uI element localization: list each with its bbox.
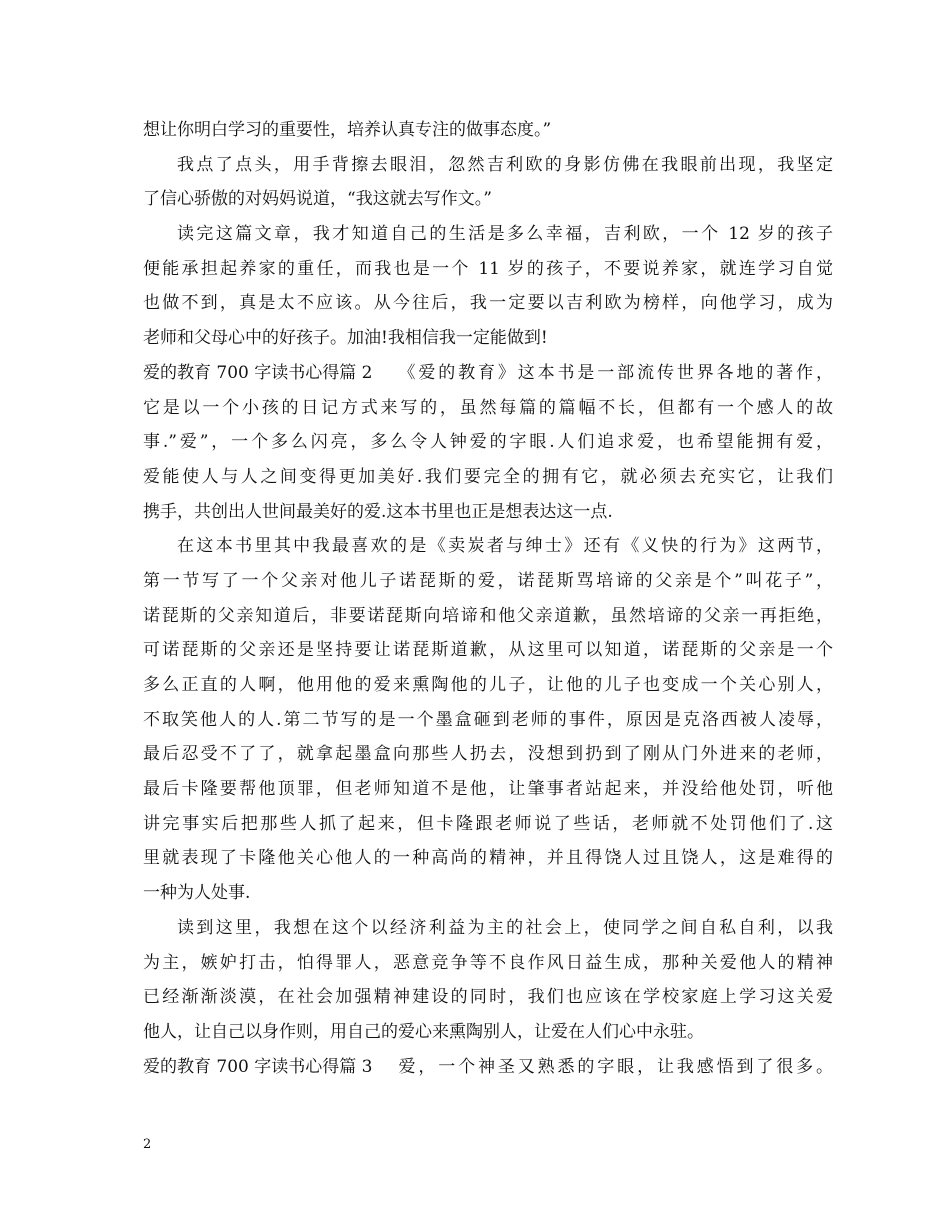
text-line: 不取笑他人的人.第二节写的是一个墨盒砸到老师的事件，原因是克洛西被人凌辱， bbox=[143, 709, 833, 730]
text-line: 也做不到，真是太不应该。从今往后，我一定要以吉利欧为榜样，向他学习，成为 bbox=[143, 293, 833, 314]
text-line: 《爱的教育》这本书是一部流传世界各地的著作， bbox=[398, 362, 833, 383]
text-line: 便能承担起养家的重任，而我也是一个 11 岁的孩子，不要说养家，就连学习自觉 bbox=[143, 258, 833, 279]
text-line: 最后忍受不了了，就拿起墨盒向那些人扔去，没想到扔到了刚从门外进来的老师， bbox=[143, 744, 833, 765]
text-line: 爱能使人与人之间变得更加美好.我们要完全的拥有它，就必须去充实它，让我们 bbox=[143, 466, 833, 487]
text-line: 诺琵斯的父亲知道后，非要诺琵斯向培谛和他父亲道歉，虽然培谛的父亲一再拒绝， bbox=[143, 605, 833, 626]
text-line: 可诺琵斯的父亲还是坚持要让诺琵斯道歉，从这里可以知道，诺琵斯的父亲是一个 bbox=[143, 640, 833, 661]
text-line: 他人，让自己以身作则，用自己的爱心来熏陶别人，让爱在人们心中永驻。 bbox=[143, 1021, 704, 1042]
text-line: 了信心骄傲的对妈妈说道，“我这就去写作文。” bbox=[143, 189, 492, 210]
text-line: 在这本书里其中我最喜欢的是《卖炭者与绅士》还有《义快的行为》这两节， bbox=[177, 536, 833, 557]
section-heading: 爱的教育 700 字读书心得篇 3 bbox=[143, 1056, 373, 1077]
section-heading-line bbox=[143, 1050, 833, 1085]
section-heading: 爱的教育 700 字读书心得篇 2 bbox=[143, 362, 373, 383]
text-line: 为主，嫉妒打击，怕得罪人，恶意竞争等不良作风日益生成，那种关爱他人的精神 bbox=[143, 952, 833, 973]
text-line: 里就表现了卡隆他关心他人的一种高尚的精神，并且得饶人过且饶人，这是难得的 bbox=[143, 848, 833, 869]
text-line: 读到这里，我想在这个以经济利益为主的社会上，使同学之间自私自利，以我 bbox=[177, 917, 833, 938]
text-line: 第一节写了一个父亲对他儿子诺琵斯的爱，诺琵斯骂培谛的父亲是个”叫花子”， bbox=[143, 570, 833, 591]
text-line: 我点了点头，用手背擦去眼泪，忽然吉利欧的身影仿佛在我眼前出现，我坚定 bbox=[177, 154, 833, 175]
text-line: 携手，共创出人世间最美好的爱.这本书里也正是想表达这一点. bbox=[143, 501, 613, 522]
text-line: 讲完事实后把那些人抓了起来，但卡隆跟老师说了些话，老师就不处罚他们了.这 bbox=[143, 813, 833, 834]
text-line: 老师和父母心中的好孩子。加油!我相信我一定能做到! bbox=[143, 328, 548, 349]
text-line: 最后卡隆要帮他顶罪，但老师知道不是他，让肇事者站起来，并没给他处罚，听他 bbox=[143, 779, 833, 800]
text-line: 爱，一个神圣又熟悉的字眼，让我感悟到了很多。 bbox=[398, 1056, 833, 1077]
text-line: 事.”爱”，一个多么闪亮，多么令人钟爱的字眼.人们追求爱，也希望能拥有爱， bbox=[143, 432, 833, 453]
section-heading-line bbox=[143, 356, 833, 391]
text-line: 它是以一个小孩的日记方式来写的，虽然每篇的篇幅不长，但都有一个感人的故 bbox=[143, 397, 833, 418]
text-line: 读完这篇文章，我才知道自己的生活是多么幸福，吉利欧，一个 12 岁的孩子 bbox=[177, 224, 833, 245]
text-line: 一种为人处事. bbox=[143, 883, 251, 904]
text-line: 已经渐渐淡漠，在社会加强精神建设的同时，我们也应该在学校家庭上学习这关爱 bbox=[143, 987, 833, 1008]
text-line: 想让你明白学习的重要性，培养认真专注的做事态度。” bbox=[143, 120, 552, 140]
text-line: 多么正直的人啊，他用他的爱来熏陶他的儿子，让他的儿子也变成一个关心别人， bbox=[143, 675, 833, 695]
body-text bbox=[143, 113, 833, 1084]
page-number: 2 bbox=[143, 1137, 152, 1152]
